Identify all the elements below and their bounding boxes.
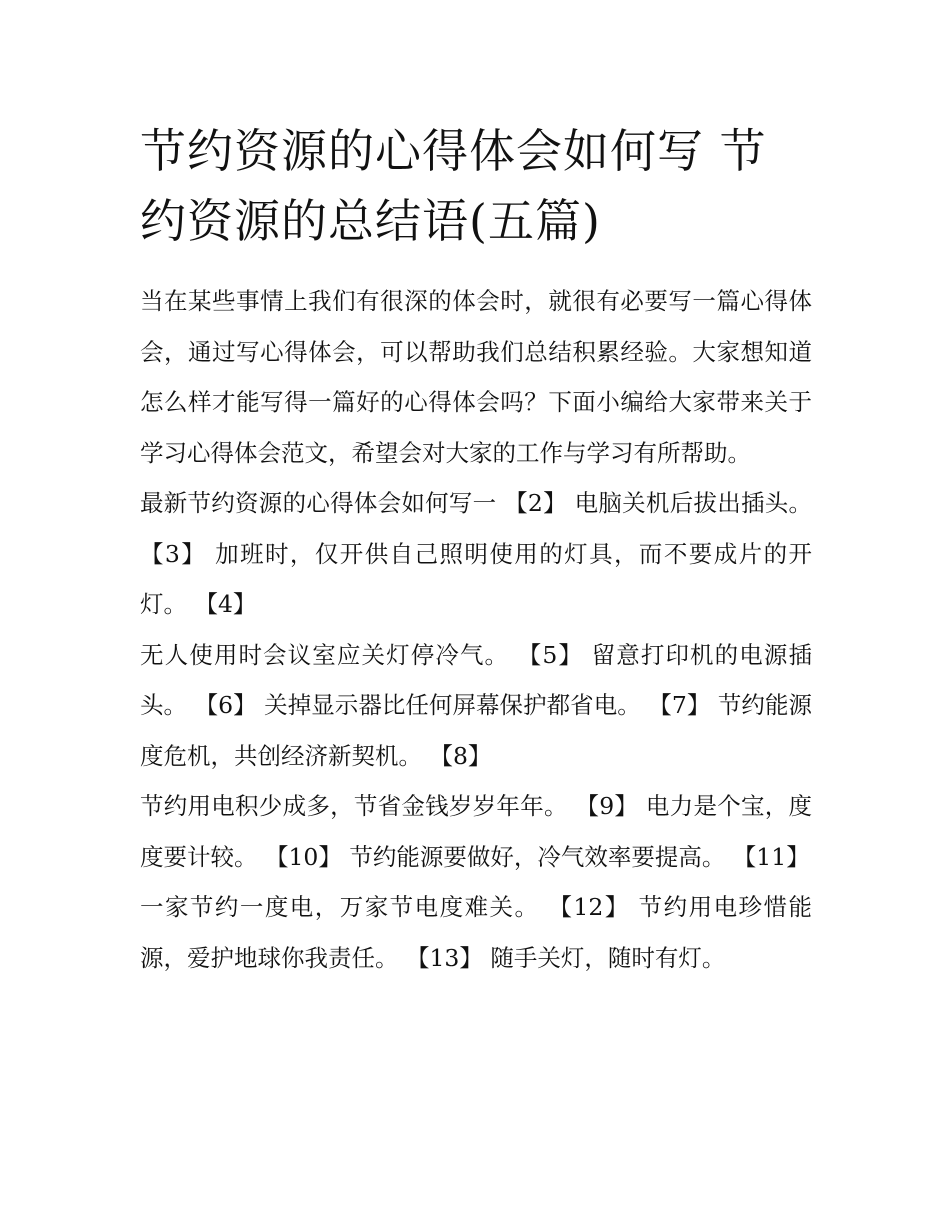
paragraph-intro: 当在某些事情上我们有很深的体会时，就很有必要写一篇心得体会，通过写心得体会，可以帮助我们总结积累经验。大家想知道怎么样才能写得一篇好的心得体会吗？下面小编给大家带来关于学习心得体会范文，希望会对大家的工作与学习有所帮助。 [140,287,812,467]
paragraph-tips-3: 节约用电积少成多，节省金钱岁岁年年。 【9】 电力是个宝，度度要计较。 【10】 节约能源要做好，冷气效率要提高。 【11】 [140,792,812,871]
paragraph-tips-4: 一家节约一度电，万家节电度难关。 【12】 节约用电珍惜能源，爱护地球你我责任。 【13】 随手关灯，随时有灯。 [140,893,812,972]
paragraph-tips-1: 最新节约资源的心得体会如何写一 【2】 电脑关机后拔出插头。 【3】 加班时，仅开供自己照明使用的灯具，而不要成片的开灯。 【4】 [140,489,812,618]
document-body [140,116,820,983]
document-title: 节约资源的心得体会如何写 节约资源的总结语(五篇) [140,124,767,248]
paragraph-tips-2: 无人使用时会议室应关灯停冷气。 【5】 留意打印机的电源插头。 【6】 关掉显示器比任何屏幕保护都省电。 【7】 节约能源度危机，共创经济新契机。 【8】 [140,640,812,770]
